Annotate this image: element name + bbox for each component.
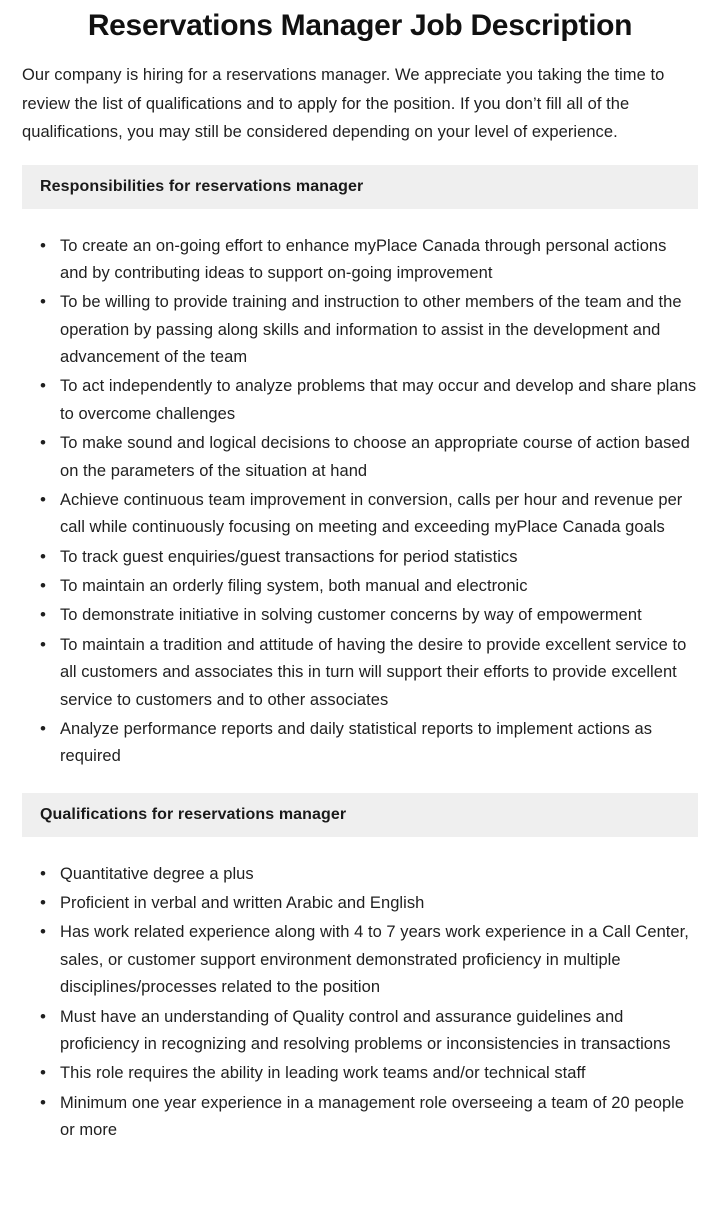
list-item: • To demonstrate initiative in solving customer concerns by way of empowerment [36,602,698,629]
list-item: • Must have an understanding of Quality control and assurance guidelines and proficiency in recognizing and resolving problems or inconsistencies in transactions [36,1004,698,1059]
intro-paragraph: Our company is hiring for a reservations manager. We appreciate you taking the time to review the list of qualifications and to apply for the position. If you don’t fill all of the qualifications, you may still be considered depending on your level of experience. [22,66,665,142]
list-item: • Minimum one year experience in a management role overseeing a team of 20 people or more [36,1090,698,1145]
list-item: • To be willing to provide training and instruction to other members of the team and the operation by passing along skills and information to assist in the development and advancement of the team [36,289,698,371]
page-title: Reservations Manager Job Description [87,9,633,42]
list-item: • To maintain an orderly filing system, both manual and electronic [36,573,698,600]
responsibilities-heading: Responsibilities for reservations manager [22,165,698,209]
qualifications-list [22,861,698,1145]
responsibilities-list [22,233,698,771]
list-item: • Quantitative degree a plus [36,861,698,888]
list-item: • To maintain a tradition and attitude of having the desire to provide excellent service to all customers and associates this in turn will support their efforts to provide excellent service to customers and to other associates [36,632,698,714]
list-item: • To create an on-going effort to enhance myPlace Canada through personal actions and by contributing ideas to support on-going improvement [36,233,698,288]
list-item: • This role requires the ability in leading work teams and/or technical staff [36,1060,698,1087]
qualifications-section [22,793,698,1145]
responsibilities-section [22,165,698,771]
list-item: • To make sound and logical decisions to choose an appropriate course of action based on the parameters of the situation at hand [36,430,698,485]
list-item: • Has work related experience along with 4 to 7 years work experience in a Call Center, sales, or customer support environment demonstrated proficiency in multiple disciplines/processes related to the position [36,919,698,1001]
qualifications-heading: Qualifications for reservations manager [22,793,698,837]
list-item: • Analyze performance reports and daily statistical reports to implement actions as required [36,716,698,771]
list-item: • Achieve continuous team improvement in conversion, calls per hour and revenue per call while continuously focusing on meeting and exceeding myPlace Canada goals [36,487,698,542]
list-item: • To act independently to analyze problems that may occur and develop and share plans to overcome challenges [36,373,698,428]
list-item: • Proficient in verbal and written Arabic and English [36,890,698,917]
list-item: • To track guest enquiries/guest transactions for period statistics [36,544,698,571]
